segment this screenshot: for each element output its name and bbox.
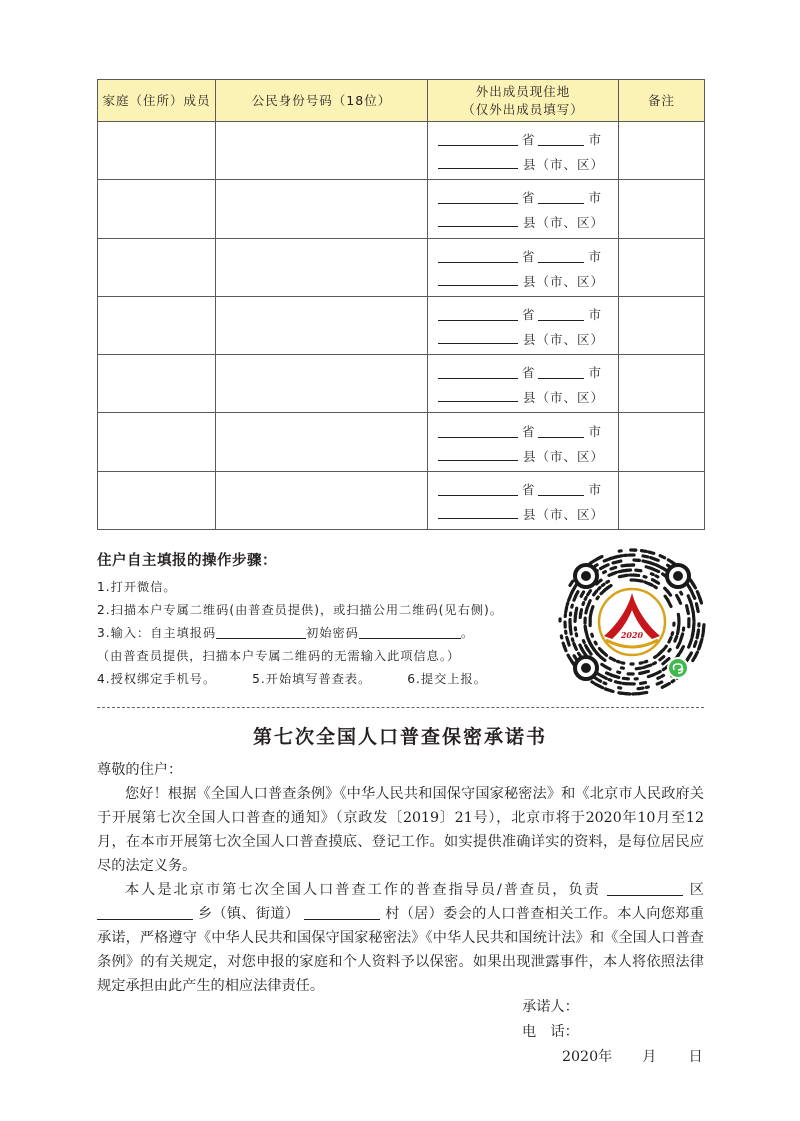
step-3-middle: 初始密码 [306, 626, 359, 640]
header-current-residence-line1: 外出成员现住地 [475, 83, 571, 99]
remarks-cell[interactable] [619, 355, 705, 413]
pledge-title: 第七次全国人口普查保密承诺书 [252, 726, 547, 748]
household-members-table [97, 79, 705, 530]
step-3-suffix: 。 [460, 626, 475, 640]
city-blank[interactable] [538, 320, 584, 321]
header-id-number: 公民身份号码（18位） [216, 80, 428, 122]
city-blank[interactable] [538, 378, 584, 379]
password-blank[interactable] [359, 638, 461, 639]
dashed-divider [97, 707, 704, 708]
county-label: 县（市、区） [523, 506, 605, 522]
county-label: 县（市、区） [523, 448, 605, 464]
residence-cell[interactable] [428, 122, 619, 180]
id-number-cell[interactable] [216, 238, 428, 296]
remarks-cell[interactable] [619, 180, 705, 238]
table-row [98, 355, 705, 413]
member-name-cell[interactable] [98, 413, 216, 471]
residence-cell[interactable] [428, 180, 619, 238]
date-year: 2020年 [562, 1049, 613, 1065]
province-label: 省 [521, 365, 535, 381]
province-blank[interactable] [438, 320, 518, 321]
province-blank[interactable] [438, 145, 518, 146]
province-blank[interactable] [438, 495, 518, 496]
logo-year: 2020 [620, 630, 644, 640]
instructions-title: 住户自主填报的操作步骤： [97, 553, 277, 569]
province-label: 省 [521, 132, 535, 148]
id-number-cell[interactable] [216, 122, 428, 180]
header-current-residence-line2: （仅外出成员填写） [462, 101, 584, 117]
county-blank[interactable] [438, 518, 518, 519]
pledge-para2-d: 村（居）委会的人口普查相关工作。本人向您郑重承诺，严格遵守《中华人民共和国保守国家秘密法》《中华人民共和国统计法》和《全国人口普查条例》的有关规定，对您申报的家庭和个人资料予以保密。如果出现泄露事件，本人将依照法律规定承担由此产生的相应法律责任。 [97, 906, 704, 994]
province-blank[interactable] [438, 262, 518, 263]
date-month: 月 [642, 1049, 657, 1065]
city-blank[interactable] [538, 437, 584, 438]
signer-label: 承诺人： [522, 999, 579, 1015]
table-row [98, 122, 705, 180]
id-number-cell[interactable] [216, 413, 428, 471]
county-blank[interactable] [438, 343, 518, 344]
residence-cell[interactable] [428, 238, 619, 296]
header-current-residence [428, 80, 619, 122]
village-blank[interactable] [304, 919, 380, 920]
steps-4-6 [97, 668, 503, 691]
mini-program-qr-code[interactable] [556, 546, 708, 698]
city-label: 市 [588, 481, 601, 497]
step-1: 1.打开微信。 [97, 580, 177, 594]
province-blank[interactable] [438, 203, 518, 204]
pledge-body [97, 758, 704, 998]
remarks-cell[interactable] [619, 471, 705, 529]
member-name-cell[interactable] [98, 296, 216, 354]
step-4: 4.授权绑定手机号。 [97, 672, 217, 686]
instructions [97, 549, 503, 691]
county-label: 县（市、区） [523, 157, 605, 173]
city-blank[interactable] [538, 495, 584, 496]
district-blank[interactable] [607, 895, 683, 896]
member-name-cell[interactable] [98, 180, 216, 238]
pledge-greeting: 尊敬的住户： [97, 762, 183, 778]
step-3 [97, 622, 503, 645]
member-name-cell[interactable] [98, 238, 216, 296]
id-number-cell[interactable] [216, 296, 428, 354]
pledge-para2-c: 乡（镇、街道） [197, 906, 300, 922]
county-blank[interactable] [438, 285, 518, 286]
header-remarks: 备注 [619, 80, 705, 122]
city-blank[interactable] [538, 203, 584, 204]
table-body [98, 122, 705, 530]
township-blank[interactable] [97, 919, 193, 920]
table-row [98, 238, 705, 296]
province-blank[interactable] [438, 437, 518, 438]
province-label: 省 [521, 307, 535, 323]
county-blank[interactable] [438, 226, 518, 227]
qr-code-icon [556, 546, 708, 698]
id-number-cell[interactable] [216, 471, 428, 529]
fill-code-blank[interactable] [216, 638, 306, 639]
mini-program-icon [669, 659, 687, 677]
city-label: 市 [588, 190, 601, 206]
city-label: 市 [588, 248, 601, 264]
city-label: 市 [588, 132, 601, 148]
header-household-member: 家庭（住所）成员 [98, 80, 216, 122]
remarks-cell[interactable] [619, 238, 705, 296]
residence-cell[interactable] [428, 413, 619, 471]
date-day: 日 [688, 1049, 703, 1065]
step-3-prefix: 3.输入：自主填报码 [97, 626, 217, 640]
date-line [562, 1046, 703, 1066]
residence-cell[interactable] [428, 355, 619, 413]
county-label: 县（市、区） [523, 332, 605, 348]
table-row [98, 471, 705, 529]
pledge-para2-a: 本人是北京市第七次全国人口普查工作的普查指导员/普查员，负责 [125, 882, 601, 898]
county-label: 县（市、区） [523, 390, 605, 406]
city-blank[interactable] [538, 145, 584, 146]
table-row [98, 413, 705, 471]
county-blank[interactable] [438, 401, 518, 402]
phone-label: 电 话： [522, 1024, 579, 1040]
table-header-row [98, 80, 705, 122]
city-label: 市 [588, 423, 601, 439]
pledge-paragraph-1: 您好！根据《全国人口普查条例》《中华人民共和国保守国家秘密法》和《北京市人民政府关于开展第七次全国人口普查的通知》（京政发〔2019〕21号），北京市将于2020年10月至12月，在本市开展第七次全国人口普查摸底、登记工作。如实提供准确详实的资料，是每位居民应尽的法定义务。 [97, 786, 704, 874]
id-number-cell[interactable] [216, 355, 428, 413]
residence-cell[interactable] [428, 471, 619, 529]
step-2: 2.扫描本户专属二维码(由普查员提供)，或扫描公用二维码(见右侧)。 [97, 603, 503, 617]
province-label: 省 [521, 481, 535, 497]
table-row [98, 180, 705, 238]
step-3-note: （由普查员提供，扫描本户专属二维码的无需输入此项信息。） [97, 649, 461, 663]
province-label: 省 [521, 190, 535, 206]
county-blank[interactable] [438, 460, 518, 461]
province-label: 省 [521, 248, 535, 264]
step-5: 5.开始填写普查表。 [252, 672, 372, 686]
id-number-cell[interactable] [216, 180, 428, 238]
member-name-cell[interactable] [98, 122, 216, 180]
province-label: 省 [521, 423, 535, 439]
step-6: 6.提交上报。 [407, 672, 487, 686]
remarks-cell[interactable] [619, 296, 705, 354]
county-label: 县（市、区） [523, 215, 605, 231]
city-label: 市 [588, 365, 601, 381]
member-name-cell[interactable] [98, 471, 216, 529]
remarks-cell[interactable] [619, 413, 705, 471]
remarks-cell[interactable] [619, 122, 705, 180]
city-blank[interactable] [538, 262, 584, 263]
city-label: 市 [588, 307, 601, 323]
county-label: 县（市、区） [523, 273, 605, 289]
county-blank[interactable] [438, 168, 518, 169]
province-blank[interactable] [438, 378, 518, 379]
residence-cell[interactable] [428, 296, 619, 354]
pledge-paragraph-2 [97, 878, 704, 998]
pledge-para2-b: 区 [689, 882, 704, 898]
member-name-cell[interactable] [98, 355, 216, 413]
table-row [98, 296, 705, 354]
